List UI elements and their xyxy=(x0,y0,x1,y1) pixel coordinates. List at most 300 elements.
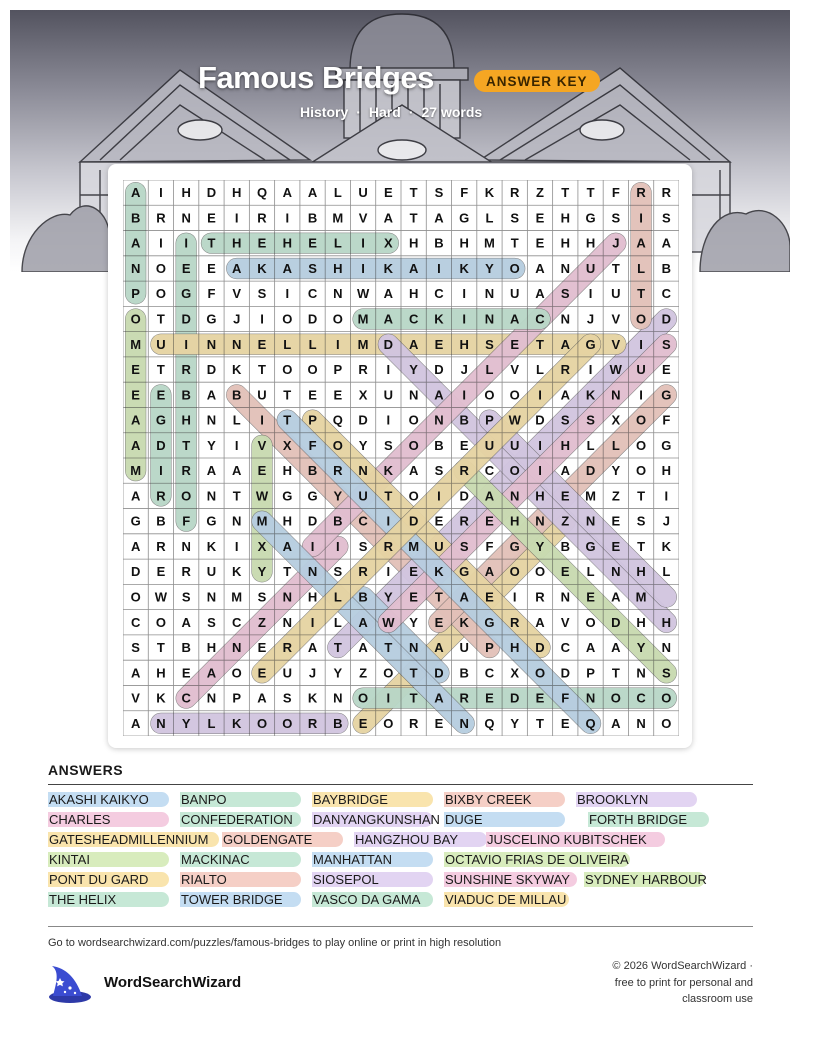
grid-letter: Y xyxy=(636,640,646,656)
grid-letter: I xyxy=(639,387,643,403)
grid-letter: B xyxy=(434,235,444,251)
grid-letter: K xyxy=(434,564,444,580)
grid-letter: B xyxy=(459,665,469,681)
grid-letter: L xyxy=(536,362,544,378)
grid-letter: I xyxy=(538,437,542,453)
grid-letter: R xyxy=(661,185,672,201)
grid-letter: O xyxy=(181,488,192,504)
grid-letter: G xyxy=(307,488,318,504)
grid-letter: K xyxy=(206,538,217,554)
grid-letter: K xyxy=(383,463,394,479)
grid-letter: S xyxy=(662,665,671,681)
grid-letter: I xyxy=(437,260,441,276)
grid-letter: E xyxy=(181,260,191,276)
grid-letter: A xyxy=(130,665,141,681)
grid-letter: O xyxy=(484,387,495,403)
grid-letter: E xyxy=(611,513,621,529)
grid-letter: G xyxy=(155,412,166,428)
grid-letter: R xyxy=(156,538,166,554)
grid-letter: S xyxy=(662,336,671,352)
grid-letter: C xyxy=(408,311,419,327)
grid-letter: T xyxy=(637,488,646,504)
grid-letter: M xyxy=(256,513,268,529)
grid-letter: U xyxy=(585,260,596,276)
grid-letter: P xyxy=(586,665,595,681)
grid-letter: O xyxy=(130,311,141,327)
answer-word: SIOSEPOL xyxy=(312,872,433,887)
answers-list xyxy=(48,792,753,912)
grid-letter: A xyxy=(383,210,394,226)
grid-letter: O xyxy=(408,488,419,504)
grid-letter: M xyxy=(357,336,369,352)
grid-letter: V xyxy=(611,311,621,327)
grid-letter: K xyxy=(459,260,469,276)
answer-word: CHARLES xyxy=(48,812,169,827)
grid-letter: K xyxy=(383,260,394,276)
grid-letter: A xyxy=(257,690,267,706)
grid-letter: L xyxy=(637,260,646,276)
grid-letter: A xyxy=(611,589,621,605)
grid-letter: T xyxy=(207,235,216,251)
grid-letter: N xyxy=(408,387,419,403)
grid-letter: Y xyxy=(181,715,191,731)
grid-letter: J xyxy=(460,362,468,378)
grid-letter: A xyxy=(408,260,419,276)
answer-word: DANYANGKUNSHAN xyxy=(313,812,440,827)
grid-letter: S xyxy=(611,210,621,226)
grid-letter: A xyxy=(434,640,444,656)
grid-letter: H xyxy=(636,564,646,580)
grid-letter: E xyxy=(409,564,418,580)
grid-letter: K xyxy=(484,185,495,201)
answer-word: GOLDENGATE xyxy=(222,832,343,847)
grid-letter: F xyxy=(182,513,191,529)
grid-letter: X xyxy=(257,538,267,554)
grid-letter: B xyxy=(232,387,242,403)
grid-letter: S xyxy=(485,336,494,352)
grid-letter: C xyxy=(358,513,368,529)
grid-letter: G xyxy=(509,538,520,554)
grid-letter: A xyxy=(661,235,672,251)
grid-letter: T xyxy=(156,362,165,378)
grid-letter: U xyxy=(156,336,166,352)
grid-letter: R xyxy=(257,210,267,226)
grid-letter: N xyxy=(333,690,343,706)
grid-letter: V xyxy=(560,614,570,630)
grid-letter: G xyxy=(585,210,596,226)
grid-letter: T xyxy=(536,715,544,731)
grid-letter: R xyxy=(282,640,292,656)
grid-letter: S xyxy=(131,640,140,656)
grid-letter: S xyxy=(257,286,267,302)
grid-letter: F xyxy=(611,185,620,201)
grid-letter: K xyxy=(459,614,469,630)
grid-letter: J xyxy=(662,513,670,529)
grid-letter: U xyxy=(383,387,394,403)
word-count-label: 27 words xyxy=(421,104,483,120)
grid-letter: E xyxy=(257,336,267,352)
grid-letter: E xyxy=(459,437,469,453)
grid-letter: K xyxy=(257,260,267,276)
answer-key-badge: ANSWER KEY xyxy=(474,70,600,92)
grid-letter: N xyxy=(206,336,217,352)
grid-letter: X xyxy=(358,387,368,403)
grid-letter: T xyxy=(637,286,646,302)
grid-letter: T xyxy=(637,538,646,554)
grid-letter: Q xyxy=(484,715,495,731)
grid-letter: Y xyxy=(333,488,343,504)
grid-letter: I xyxy=(361,235,365,251)
grid-letter: G xyxy=(585,336,596,352)
grid-letter: E xyxy=(333,387,343,403)
grid-letter: A xyxy=(206,463,217,479)
grid-letter: F xyxy=(662,412,671,428)
grid-letter: D xyxy=(585,463,596,479)
grid-letter: L xyxy=(586,564,595,580)
grid-letter: O xyxy=(509,387,520,403)
grid-letter: Z xyxy=(536,185,544,201)
grid-letter: A xyxy=(560,463,570,479)
grid-letter: D xyxy=(383,336,394,352)
grid-letter: E xyxy=(409,589,418,605)
grid-letter: N xyxy=(636,665,646,681)
grid-letter: M xyxy=(332,210,344,226)
grid-letter: V xyxy=(131,690,140,706)
grid-letter: N xyxy=(459,715,469,731)
grid-letter: A xyxy=(383,286,394,302)
grid-letter: A xyxy=(358,614,368,630)
grid-letter: O xyxy=(509,260,520,276)
grid-letter: L xyxy=(662,564,671,580)
grid-letter: N xyxy=(560,589,570,605)
grid-letter: N xyxy=(282,614,292,630)
grid-letter: O xyxy=(155,614,166,630)
grid-letter: A xyxy=(130,412,141,428)
grid-letter: O xyxy=(155,286,166,302)
grid-letter: O xyxy=(585,614,596,630)
grid-letter: K xyxy=(232,362,242,378)
grid-letter: D xyxy=(130,564,141,580)
answer-word: THE HELIX xyxy=(48,892,169,907)
grid-letter: E xyxy=(257,463,267,479)
grid-letter: W xyxy=(154,589,168,605)
grid-letter: H xyxy=(181,412,191,428)
grid-letter: A xyxy=(130,235,141,251)
grid-letter: H xyxy=(585,235,596,251)
grid-letter: A xyxy=(282,538,292,554)
grid-letter: O xyxy=(130,589,141,605)
grid-letter: Y xyxy=(384,589,393,605)
answer-word: AKASHI KAIKYO xyxy=(48,792,169,807)
grid-letter: O xyxy=(534,564,546,580)
grid-letter: A xyxy=(206,665,217,681)
grid-letter: K xyxy=(232,564,242,580)
grid-letter: V xyxy=(510,362,520,378)
grid-letter: A xyxy=(206,387,217,403)
grid-letter: A xyxy=(535,614,545,630)
grid-letter: Y xyxy=(611,463,621,479)
grid-letter: I xyxy=(639,210,643,226)
grid-letter: I xyxy=(462,286,466,302)
grid-letter: L xyxy=(333,185,342,201)
wizard-hat-icon xyxy=(46,964,92,1004)
grid-letter: P xyxy=(131,286,140,302)
grid-letter: F xyxy=(485,538,494,554)
grid-letter: S xyxy=(586,412,595,428)
grid-letter: E xyxy=(485,589,494,605)
grid-letter: H xyxy=(181,185,191,201)
grid-letter: R xyxy=(636,185,646,201)
grid-letter: N xyxy=(206,488,217,504)
grid-letter: I xyxy=(159,463,163,479)
grid-letter: I xyxy=(310,614,315,630)
grid-letter: H xyxy=(459,336,469,352)
grid-letter: C xyxy=(484,463,495,479)
grid-letter: R xyxy=(383,538,394,554)
answer-word: KINTAI xyxy=(48,852,169,867)
grid-letter: E xyxy=(131,387,140,403)
grid-letter: P xyxy=(485,640,494,656)
answer-word: BROOKLYN xyxy=(576,792,697,807)
grid-letter: T xyxy=(182,437,191,453)
grid-letter: O xyxy=(408,412,419,428)
grid-letter: U xyxy=(459,640,469,656)
grid-letter: U xyxy=(611,286,621,302)
grid-letter: O xyxy=(636,412,647,428)
grid-letter: T xyxy=(258,362,266,378)
grid-letter: E xyxy=(131,362,140,378)
grid-letter: H xyxy=(560,235,570,251)
grid-letter: L xyxy=(611,437,620,453)
grid-letter: N xyxy=(434,412,444,428)
grid-letter: Y xyxy=(257,564,267,580)
grid-letter: M xyxy=(357,311,369,327)
brand-name: WordSearchWizard xyxy=(104,974,242,991)
grid-letter: I xyxy=(588,286,593,302)
grid-letter: W xyxy=(382,614,395,630)
grid-letter: K xyxy=(156,690,166,706)
grid-letter: R xyxy=(358,362,368,378)
grid-letter: E xyxy=(586,589,595,605)
grid-letter: H xyxy=(333,260,343,276)
footer-divider xyxy=(48,926,753,927)
grid-letter: E xyxy=(207,260,216,276)
grid-letter: Y xyxy=(333,665,343,681)
grid-letter: G xyxy=(206,311,217,327)
grid-letter: I xyxy=(159,235,163,251)
grid-letter: A xyxy=(484,564,495,580)
grid-letter: I xyxy=(234,437,239,453)
grid-letter: Y xyxy=(358,437,368,453)
grid-letter: H xyxy=(459,235,469,251)
grid-letter: U xyxy=(510,437,520,453)
grid-letter: I xyxy=(285,210,290,226)
category-label: History xyxy=(300,104,349,120)
grid-letter: R xyxy=(181,362,191,378)
grid-letter: O xyxy=(661,715,672,731)
grid-letter: B xyxy=(333,513,343,529)
grid-letter: I xyxy=(361,260,365,276)
grid-letter: D xyxy=(156,437,166,453)
grid-letter: R xyxy=(307,715,318,731)
grid-letter: N xyxy=(611,387,621,403)
grid-letter: C xyxy=(535,311,545,327)
grid-letter: E xyxy=(384,185,393,201)
meta-separator: · xyxy=(408,104,414,120)
grid-letter: N xyxy=(206,690,217,706)
grid-letter: M xyxy=(130,463,142,479)
grid-letter: A xyxy=(611,715,621,731)
grid-letter: M xyxy=(408,538,420,554)
grid-letter: I xyxy=(538,463,542,479)
grid-letter: M xyxy=(231,589,243,605)
grid-letter: O xyxy=(282,311,293,327)
grid-letter: S xyxy=(560,412,570,428)
grid-letter: N xyxy=(585,690,596,706)
grid-letter: S xyxy=(257,589,267,605)
grid-letter: J xyxy=(586,311,595,327)
grid-letter: F xyxy=(207,286,216,302)
grid-letter: I xyxy=(386,412,391,428)
grid-letter: B xyxy=(358,589,368,605)
answer-word: SUNSHINE SKYWAY xyxy=(444,872,577,887)
grid-letter: V xyxy=(611,336,621,352)
grid-letter: E xyxy=(181,665,191,681)
grid-letter: O xyxy=(534,665,546,681)
answer-word: SYDNEY HARBOUR xyxy=(585,872,707,887)
grid-letter: A xyxy=(282,185,292,201)
grid-letter: S xyxy=(181,589,191,605)
grid-letter: R xyxy=(333,463,343,479)
grid-letter: B xyxy=(434,437,444,453)
grid-letter: E xyxy=(434,513,444,529)
grid-letter: Y xyxy=(485,260,494,276)
grid-letter: C xyxy=(434,286,444,302)
grid-letter: O xyxy=(636,437,647,453)
answer-word: DUGE xyxy=(444,812,565,827)
grid-letter: D xyxy=(408,513,419,529)
grid-letter: H xyxy=(636,614,646,630)
grid-letter: C xyxy=(130,614,141,630)
grid-letter: S xyxy=(636,513,646,529)
grid-letter: N xyxy=(560,260,570,276)
grid-letter: C xyxy=(484,665,495,681)
grid-letter: M xyxy=(585,488,596,504)
grid-letter: R xyxy=(560,362,570,378)
grid-letter: A xyxy=(535,286,545,302)
word-search-grid xyxy=(123,180,679,736)
grid-letter: W xyxy=(356,286,370,302)
answer-word: RIALTO xyxy=(180,872,301,887)
grid-letter: N xyxy=(661,640,672,656)
grid-letter: A xyxy=(459,589,469,605)
grid-letter: X xyxy=(510,665,520,681)
grid-letter: L xyxy=(485,210,494,226)
grid-letter: G xyxy=(282,488,293,504)
grid-letter: B xyxy=(156,513,166,529)
grid-letter: C xyxy=(181,690,191,706)
grid-letter: N xyxy=(156,715,166,731)
grid-letter: J xyxy=(233,311,241,327)
grid-letter: N xyxy=(307,564,318,580)
grid-letter: Z xyxy=(258,614,266,630)
grid-letter: N xyxy=(130,260,141,276)
grid-letter: G xyxy=(661,387,672,403)
grid-letter: E xyxy=(662,362,671,378)
grid-letter: D xyxy=(459,488,469,504)
grid-letter: E xyxy=(611,538,621,554)
grid-letter: R xyxy=(156,210,166,226)
grid-letter: N xyxy=(510,488,520,504)
puzzle-meta xyxy=(300,104,482,120)
answer-word: MACKINAC xyxy=(180,852,301,867)
grid-letter: G xyxy=(459,564,470,580)
grid-letter: O xyxy=(307,362,318,378)
grid-letter: I xyxy=(538,387,542,403)
grid-letter: Z xyxy=(359,665,368,681)
copyright-line: free to print for personal and xyxy=(614,976,753,989)
grid-letter: K xyxy=(307,690,318,706)
grid-letter: R xyxy=(459,690,469,706)
grid-letter: W xyxy=(508,412,521,428)
grid-letter: H xyxy=(282,513,292,529)
grid-letter: E xyxy=(434,336,444,352)
answer-word: BANPO xyxy=(180,792,301,807)
grid-letter: N xyxy=(585,513,596,529)
grid-letter: A xyxy=(181,614,191,630)
grid-letter: I xyxy=(588,362,593,378)
grid-letter: A xyxy=(434,690,444,706)
grid-letter: N xyxy=(282,589,292,605)
grid-letter: R xyxy=(156,488,166,504)
grid-letter: M xyxy=(130,336,142,352)
answer-word: BAYBRIDGE xyxy=(312,792,433,807)
grid-letter: F xyxy=(460,185,469,201)
grid-letter: X xyxy=(282,437,292,453)
grid-letter: G xyxy=(181,286,192,302)
grid-letter: R xyxy=(181,463,191,479)
grid-letter: E xyxy=(510,336,520,352)
grid-letter: I xyxy=(386,690,391,706)
grid-letter: O xyxy=(661,690,672,706)
answers-divider xyxy=(48,784,753,785)
grid-letter: I xyxy=(310,538,315,554)
grid-letter: N xyxy=(206,589,217,605)
grid-letter: A xyxy=(560,387,570,403)
grid-letter: T xyxy=(409,690,418,706)
grid-letter: D xyxy=(434,362,444,378)
grid-letter: Q xyxy=(256,185,268,201)
grid-letter: U xyxy=(282,665,292,681)
grid-letter: I xyxy=(234,538,239,554)
grid-letter: P xyxy=(232,690,242,706)
grid-letter: P xyxy=(308,412,317,428)
grid-letter: T xyxy=(384,488,393,504)
grid-letter: S xyxy=(560,286,570,302)
grid-letter: I xyxy=(184,235,188,251)
grid-letter: N xyxy=(206,412,217,428)
grid-letter: B xyxy=(560,538,570,554)
grid-letter: E xyxy=(358,715,368,731)
grid-letter: I xyxy=(184,336,188,352)
grid-letter: O xyxy=(282,362,293,378)
grid-letter: A xyxy=(560,336,570,352)
grid-letter: C xyxy=(636,690,646,706)
grid-letter: Z xyxy=(561,513,570,529)
grid-letter: B xyxy=(307,210,318,226)
grid-letter: O xyxy=(256,715,268,731)
grid-letter: D xyxy=(535,412,545,428)
